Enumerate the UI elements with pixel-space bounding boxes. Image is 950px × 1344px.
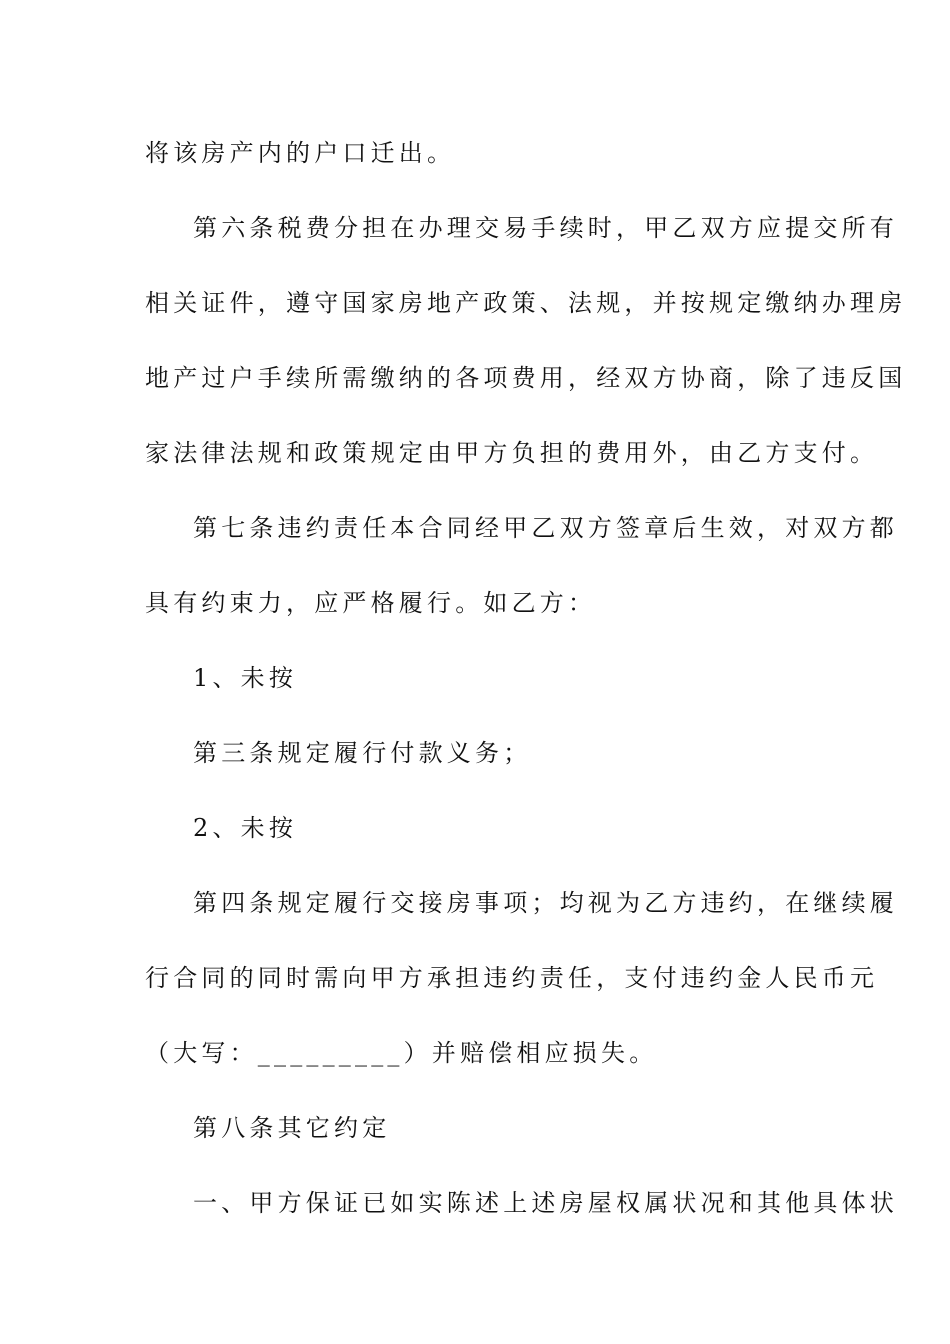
text-line: 家法律法规和政策规定由甲方负担的费用外，由乙方支付。 <box>145 439 879 467</box>
text-line: 1、未按 <box>193 664 298 692</box>
text-line: 行合同的同时需向甲方承担违约责任，支付违约金人民币元 <box>145 964 879 992</box>
text-line: 第四条规定履行交接房事项；均视为乙方违约，在继续履 <box>193 889 898 917</box>
text-line: 具有约束力，应严格履行。如乙方： <box>145 589 597 617</box>
text-line: 第六条税费分担在办理交易手续时，甲乙双方应提交所有 <box>193 214 898 242</box>
text-line: 相关证件，遵守国家房地产政策、法规，并按规定缴纳办理房 <box>145 289 907 317</box>
text-line: 地产过户手续所需缴纳的各项费用，经双方协商，除了违反国 <box>145 364 907 392</box>
text-line: 第七条违约责任本合同经甲乙双方签章后生效，对双方都 <box>193 514 898 542</box>
text-line: （大写：_________）并赔偿相应损失。 <box>145 1039 658 1067</box>
text-line: 第八条其它约定 <box>193 1114 391 1142</box>
text-line: 第三条规定履行付款义务； <box>193 739 532 767</box>
text-line: 2、未按 <box>193 814 298 842</box>
text-line: 一、甲方保证已如实陈述上述房屋权属状况和其他具体状 <box>193 1189 898 1217</box>
text-line: 将该房产内的户口迁出。 <box>145 139 456 167</box>
